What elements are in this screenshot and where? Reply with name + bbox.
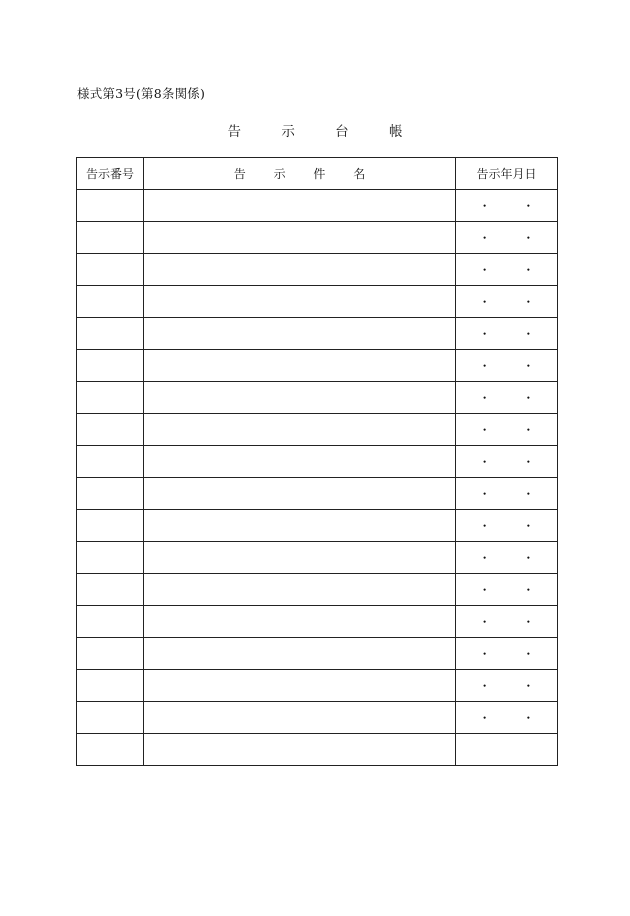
- date-placeholder: ・ ・: [478, 519, 549, 533]
- date-placeholder: ・ ・: [478, 423, 549, 437]
- title-char: 示: [281, 124, 295, 140]
- document-title: [0, 120, 630, 140]
- cell-notice-name: [144, 190, 456, 222]
- cell-notice-number: [77, 190, 144, 222]
- cell-notice-date: [456, 222, 558, 254]
- cell-notice-number: [77, 414, 144, 446]
- table-row: [77, 478, 558, 510]
- title-char: 台: [335, 124, 349, 140]
- header-name-char: 示: [273, 167, 286, 181]
- cell-notice-name: [144, 542, 456, 574]
- cell-notice-date: [456, 446, 558, 478]
- date-placeholder: ・ ・: [478, 551, 549, 565]
- table-row: [77, 638, 558, 670]
- cell-notice-number: [77, 446, 144, 478]
- cell-notice-name: [144, 478, 456, 510]
- cell-notice-date: [456, 286, 558, 318]
- cell-notice-date: [456, 350, 558, 382]
- cell-notice-number: [77, 638, 144, 670]
- cell-notice-name: [144, 414, 456, 446]
- date-placeholder: ・ ・: [478, 583, 549, 597]
- cell-notice-date: [456, 478, 558, 510]
- cell-notice-date: [456, 734, 558, 766]
- date-placeholder: ・ ・: [478, 615, 549, 629]
- cell-notice-number: [77, 670, 144, 702]
- cell-notice-date: [456, 574, 558, 606]
- title-char: 帳: [388, 124, 403, 140]
- cell-notice-name: [144, 382, 456, 414]
- header-name-char: 件: [313, 167, 326, 181]
- date-placeholder: ・ ・: [478, 359, 549, 373]
- form-number-label: 様式第3号(第8条関係): [77, 86, 206, 101]
- header-name-char: 名: [353, 167, 366, 181]
- date-placeholder: ・ ・: [478, 295, 549, 309]
- table-row: [77, 734, 558, 766]
- date-placeholder: ・ ・: [478, 455, 549, 469]
- table-row: [77, 670, 558, 702]
- date-placeholder: ・ ・: [478, 487, 549, 501]
- cell-notice-number: [77, 318, 144, 350]
- cell-notice-number: [77, 222, 144, 254]
- cell-notice-number: [77, 478, 144, 510]
- cell-notice-name: [144, 670, 456, 702]
- cell-notice-name: [144, 606, 456, 638]
- date-placeholder: ・ ・: [478, 391, 549, 405]
- cell-notice-name: [144, 702, 456, 734]
- cell-notice-number: [77, 350, 144, 382]
- cell-notice-date: [456, 510, 558, 542]
- cell-notice-number: [77, 606, 144, 638]
- date-placeholder: ・ ・: [478, 327, 549, 341]
- table-row: [77, 350, 558, 382]
- table-row: [77, 190, 558, 222]
- table-row: [77, 510, 558, 542]
- table-row: [77, 222, 558, 254]
- cell-notice-date: [456, 638, 558, 670]
- cell-notice-date: [456, 382, 558, 414]
- table-row: [77, 382, 558, 414]
- header-notice-number: 告示番号: [77, 158, 144, 190]
- cell-notice-name: [144, 638, 456, 670]
- date-placeholder: ・ ・: [478, 647, 549, 661]
- date-placeholder: [500, 743, 514, 757]
- cell-notice-name: [144, 222, 456, 254]
- table-row: [77, 254, 558, 286]
- cell-notice-name: [144, 574, 456, 606]
- date-placeholder: ・ ・: [478, 199, 549, 213]
- cell-notice-date: [456, 318, 558, 350]
- table-row: [77, 574, 558, 606]
- table-row: [77, 702, 558, 734]
- cell-notice-name: [144, 734, 456, 766]
- cell-notice-name: [144, 254, 456, 286]
- cell-notice-date: [456, 254, 558, 286]
- table-row: [77, 318, 558, 350]
- cell-notice-date: [456, 702, 558, 734]
- cell-notice-date: [456, 190, 558, 222]
- cell-notice-name: [144, 318, 456, 350]
- cell-notice-number: [77, 382, 144, 414]
- cell-notice-number: [77, 254, 144, 286]
- cell-notice-number: [77, 734, 144, 766]
- cell-notice-number: [77, 286, 144, 318]
- table-row: [77, 606, 558, 638]
- cell-notice-date: [456, 542, 558, 574]
- date-placeholder: ・ ・: [478, 679, 549, 693]
- date-placeholder: ・ ・: [478, 711, 549, 725]
- header-notice-name: [144, 158, 456, 190]
- cell-notice-number: [77, 574, 144, 606]
- cell-notice-name: [144, 350, 456, 382]
- table-row: [77, 286, 558, 318]
- cell-notice-date: [456, 414, 558, 446]
- cell-notice-number: [77, 510, 144, 542]
- date-placeholder: ・ ・: [478, 263, 549, 277]
- date-placeholder: ・ ・: [478, 231, 549, 245]
- title-char: 告: [227, 124, 242, 140]
- notice-register-table: [76, 157, 558, 766]
- cell-notice-name: [144, 286, 456, 318]
- header-notice-date: 告示年月日: [456, 158, 558, 190]
- cell-notice-number: [77, 702, 144, 734]
- table-row: [77, 542, 558, 574]
- table-row: [77, 446, 558, 478]
- cell-notice-name: [144, 510, 456, 542]
- table-row: [77, 414, 558, 446]
- cell-notice-number: [77, 542, 144, 574]
- cell-notice-date: [456, 606, 558, 638]
- table-header-row: [77, 158, 558, 190]
- cell-notice-date: [456, 670, 558, 702]
- cell-notice-name: [144, 446, 456, 478]
- header-name-char: 告: [233, 167, 246, 181]
